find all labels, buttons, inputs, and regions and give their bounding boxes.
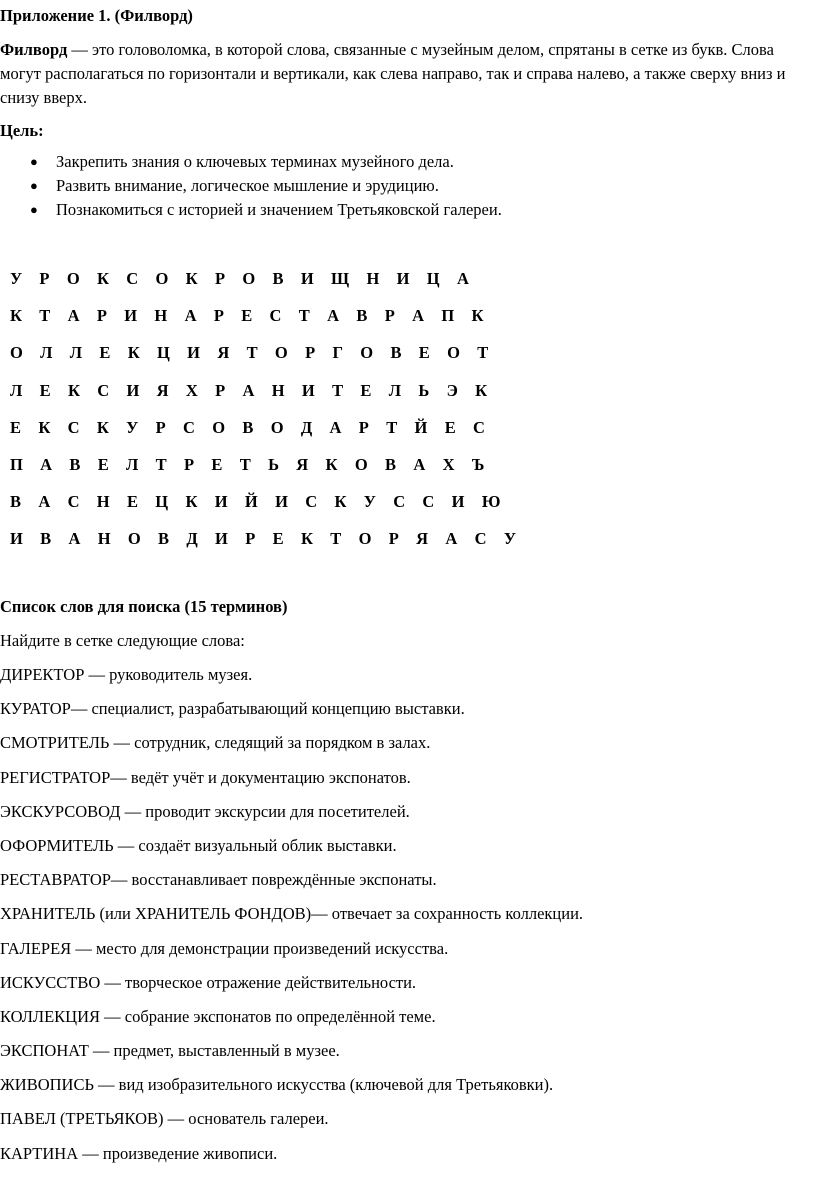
term-item: ЭКСКУРСОВОД — проводит экскурсии для посетителей. [0,801,410,821]
term-item: ХРАНИТЕЛЬ (или ХРАНИТЕЛЬ ФОНДОВ)— отвечает за сохранность коллекции. [0,904,584,924]
grid-row: Л Е К С И Я Х Р А Н И Т Е Л Ь Э К [10,380,494,400]
term-item: ПАВЕЛ (ТРЕТЬЯКОВ) — основатель галереи. [0,1109,329,1129]
grid-row: У Р О К С О К Р О В И Щ Н И Ц А [10,269,476,288]
goal-heading: Цель: [0,121,44,140]
bullet-icon: ● [30,178,38,193]
goal-text: Закрепить знания о ключевых терминах музейного дела. [56,152,454,171]
goals-list [0,150,502,222]
grid-row: И В А Н О В Д И Р Е К Т О Р Я А С У [10,529,523,549]
intro-term: Филворд [0,40,68,59]
page-title: Приложение 1. (Филворд) [0,6,193,25]
grid-row: Е К С К У Р С О В О Д А Р Т Й Е С [10,417,492,437]
bullet-icon: ● [30,154,38,169]
grid-row: О Л Л Е К Ц И Я Т О Р Г О В Е О Т [10,343,495,363]
word-list-heading: Список слов для поиска (15 терминов) [0,597,288,616]
letter-grid [10,265,523,563]
term-item: ГАЛЕРЕЯ — место для демонстрации произведений искусства. [0,938,449,958]
term-item: КУРАТОР— специалист, разрабатывающий концепцию выставки. [0,699,465,719]
term-item: КОЛЛЕКЦИЯ — собрание экспонатов по определённой теме. [0,1006,436,1026]
grid-row: К Т А Р И Н А Р Е С Т А В Р А П К [10,306,491,326]
term-item: СМОТРИТЕЛЬ — сотрудник, следящий за порядком в залах. [0,733,431,753]
bullet-icon: ● [30,202,38,217]
goal-item [0,198,502,222]
goal-item [0,174,502,198]
word-list-subtitle: Найдите в сетке следующие слова: [0,631,245,650]
term-item: КАРТИНА — произведение живописи. [0,1143,278,1163]
grid-row: В А С Н Е Ц К И Й И С К У С С И Ю [10,492,508,512]
term-item: ЖИВОПИСЬ — вид изобразительного искусства (ключевой для Третьяковки). [0,1075,554,1095]
term-item: ИСКУССТВО — творческое отражение действительности. [0,972,417,992]
term-item: ОФОРМИТЕЛЬ — создаёт визуальный облик выставки. [0,835,397,855]
intro-paragraph [0,38,804,110]
goal-text: Познакомиться с историей и значением Третьяковской галереи. [56,200,502,219]
goal-text: Развить внимание, логическое мышление и эрудицию. [56,176,439,195]
word-list [0,663,583,1176]
intro-text: — это головоломка, в которой слова, связанные с музейным делом, спрятаны в сетке из букв. Слова могут располагаться по горизонтали и вертикали, как слева направо, так и справа налево, а также сверху вниз и снизу вверх. [0,40,786,107]
term-item: ЭКСПОНАТ — предмет, выставленный в музее. [0,1041,340,1061]
goal-item [0,150,502,174]
term-item: РЕГИСТРАТОР— ведёт учёт и документацию экспонатов. [0,767,411,787]
grid-row: П А В Е Л Т Р Е Т Ь Я К О В А Х Ъ [10,454,492,474]
term-item: РЕСТАВРАТОР— восстанавливает повреждённые экспонаты. [0,870,437,890]
term-item: ДИРЕКТОР — руководитель музея. [0,665,253,684]
